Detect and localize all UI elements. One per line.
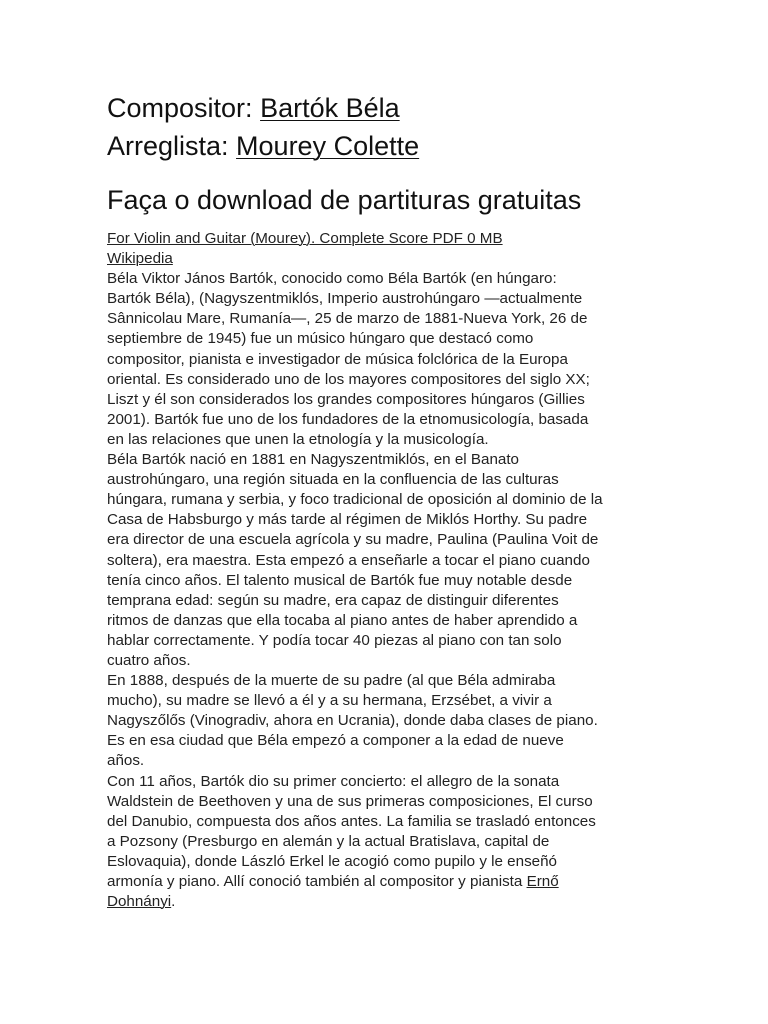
erno-dohnanyi-link-part1[interactable]: Ernő xyxy=(526,873,559,890)
document-body xyxy=(107,229,667,912)
text-line: 2001). Bartók fue uno de los fundadores de la etnomusicología, basada xyxy=(107,410,589,428)
text-line-with-link xyxy=(107,892,667,912)
composer-link[interactable]: Bartók Béla xyxy=(260,93,400,123)
text-line: años. xyxy=(107,752,145,770)
text-line: soltera), era maestra. Esta empezó a enseñarle a tocar el piano cuando xyxy=(107,551,590,569)
text-line: Es en esa ciudad que Béla empezó a componer a la edad de nueve xyxy=(107,732,564,750)
score-download-link[interactable]: For Violin and Guitar (Mourey). Complete Score PDF 0 MB xyxy=(107,230,503,247)
paragraph-3 xyxy=(107,671,667,771)
text-line: mucho), su madre se llevó a él y a su hermana, Erzsébet, a vivir a xyxy=(107,692,552,710)
text-line: ritmos de danzas que ella tocaba al piano antes de haber aprendido a xyxy=(107,611,578,629)
arranger-heading xyxy=(107,128,419,164)
text-line: En 1888, después de la muerte de su padre (al que Béla admiraba xyxy=(107,672,556,690)
text-line: era director de una escuela agrícola y su madre, Paulina (Paulina Voit de xyxy=(107,531,599,549)
text-line: armonía y piano. Allí conoció también al compositor y pianista xyxy=(107,873,527,890)
text-line: del Danubio, compuesta dos años antes. La familia se trasladó entonces xyxy=(107,812,596,830)
text-line: Waldstein de Beethoven y una de sus primeras composiciones, El curso xyxy=(107,792,593,810)
text-line: hablar correctamente. Y podía tocar 40 piezas al piano con tan solo xyxy=(107,631,562,649)
text-line: cuatro años. xyxy=(107,651,191,669)
text-line: Con 11 años, Bartók dio su primer concierto: el allegro de la sonata xyxy=(107,772,560,790)
text-line: Béla Bartók nació en 1881 en Nagyszentmiklós, en el Banato xyxy=(107,451,520,469)
text-line: en las relaciones que unen la etnología y la musicología. xyxy=(107,430,489,448)
text-line: temprana edad: según su madre, era capaz de distinguir diferentes xyxy=(107,591,559,609)
text-line-with-link xyxy=(107,872,667,892)
wikipedia-link[interactable]: Wikipedia xyxy=(107,250,173,268)
arranger-link[interactable]: Mourey Colette xyxy=(236,131,420,161)
paragraph-2 xyxy=(107,450,667,671)
download-title: Faça o download de partituras gratuitas xyxy=(107,185,582,215)
composer-label: Compositor: xyxy=(107,93,261,123)
composer-heading xyxy=(107,90,400,126)
text-line: Sânnicolau Mare, Rumanía—, 25 de marzo de 1881-Nueva York, 26 de xyxy=(107,310,588,328)
text-line: compositor, pianista e investigador de música folclórica de la Europa xyxy=(107,350,568,368)
arranger-label: Arreglista: xyxy=(107,131,237,161)
text-line: húngara, rumana y serbia, y foco tradicional de oposición al dominio de la xyxy=(107,491,603,509)
trailing-period: . xyxy=(171,893,176,911)
text-line: tenía cinco años. El talento musical de Bartók fue muy notable desde xyxy=(107,571,573,589)
text-line: Liszt y él son considerados los grandes compositores húngaros (Gillies xyxy=(107,390,585,408)
erno-dohnanyi-link-part2[interactable]: Dohnányi xyxy=(107,893,172,911)
text-line: Bartók Béla), (Nagyszentmiklós, Imperio austrohúngaro —actualmente xyxy=(107,290,583,308)
text-line: oriental. Es considerado uno de los mayores compositores del siglo XX; xyxy=(107,370,590,388)
text-line: a Pozsony (Presburgo en alemán y la actual Bratislava, capital de xyxy=(107,832,550,850)
text-line: Béla Viktor János Bartók, conocido como Béla Bartók (en húngaro: xyxy=(107,270,557,288)
text-line: septiembre de 1945) fue un músico húngaro que destacó como xyxy=(107,330,534,348)
text-line: Eslovaquia), donde László Erkel le acogió como pupilo y le enseñó xyxy=(107,852,557,870)
text-line: Casa de Habsburgo y más tarde al régimen de Miklós Horthy. Su padre xyxy=(107,511,588,529)
text-line: austrohúngaro, una región situada en la confluencia de las culturas xyxy=(107,471,559,489)
paragraph-1 xyxy=(107,269,667,450)
paragraph-4 xyxy=(107,772,667,913)
text-line: Nagyszőlős (Vinogradiv, ahora en Ucrania), donde daba clases de piano. xyxy=(107,712,598,730)
